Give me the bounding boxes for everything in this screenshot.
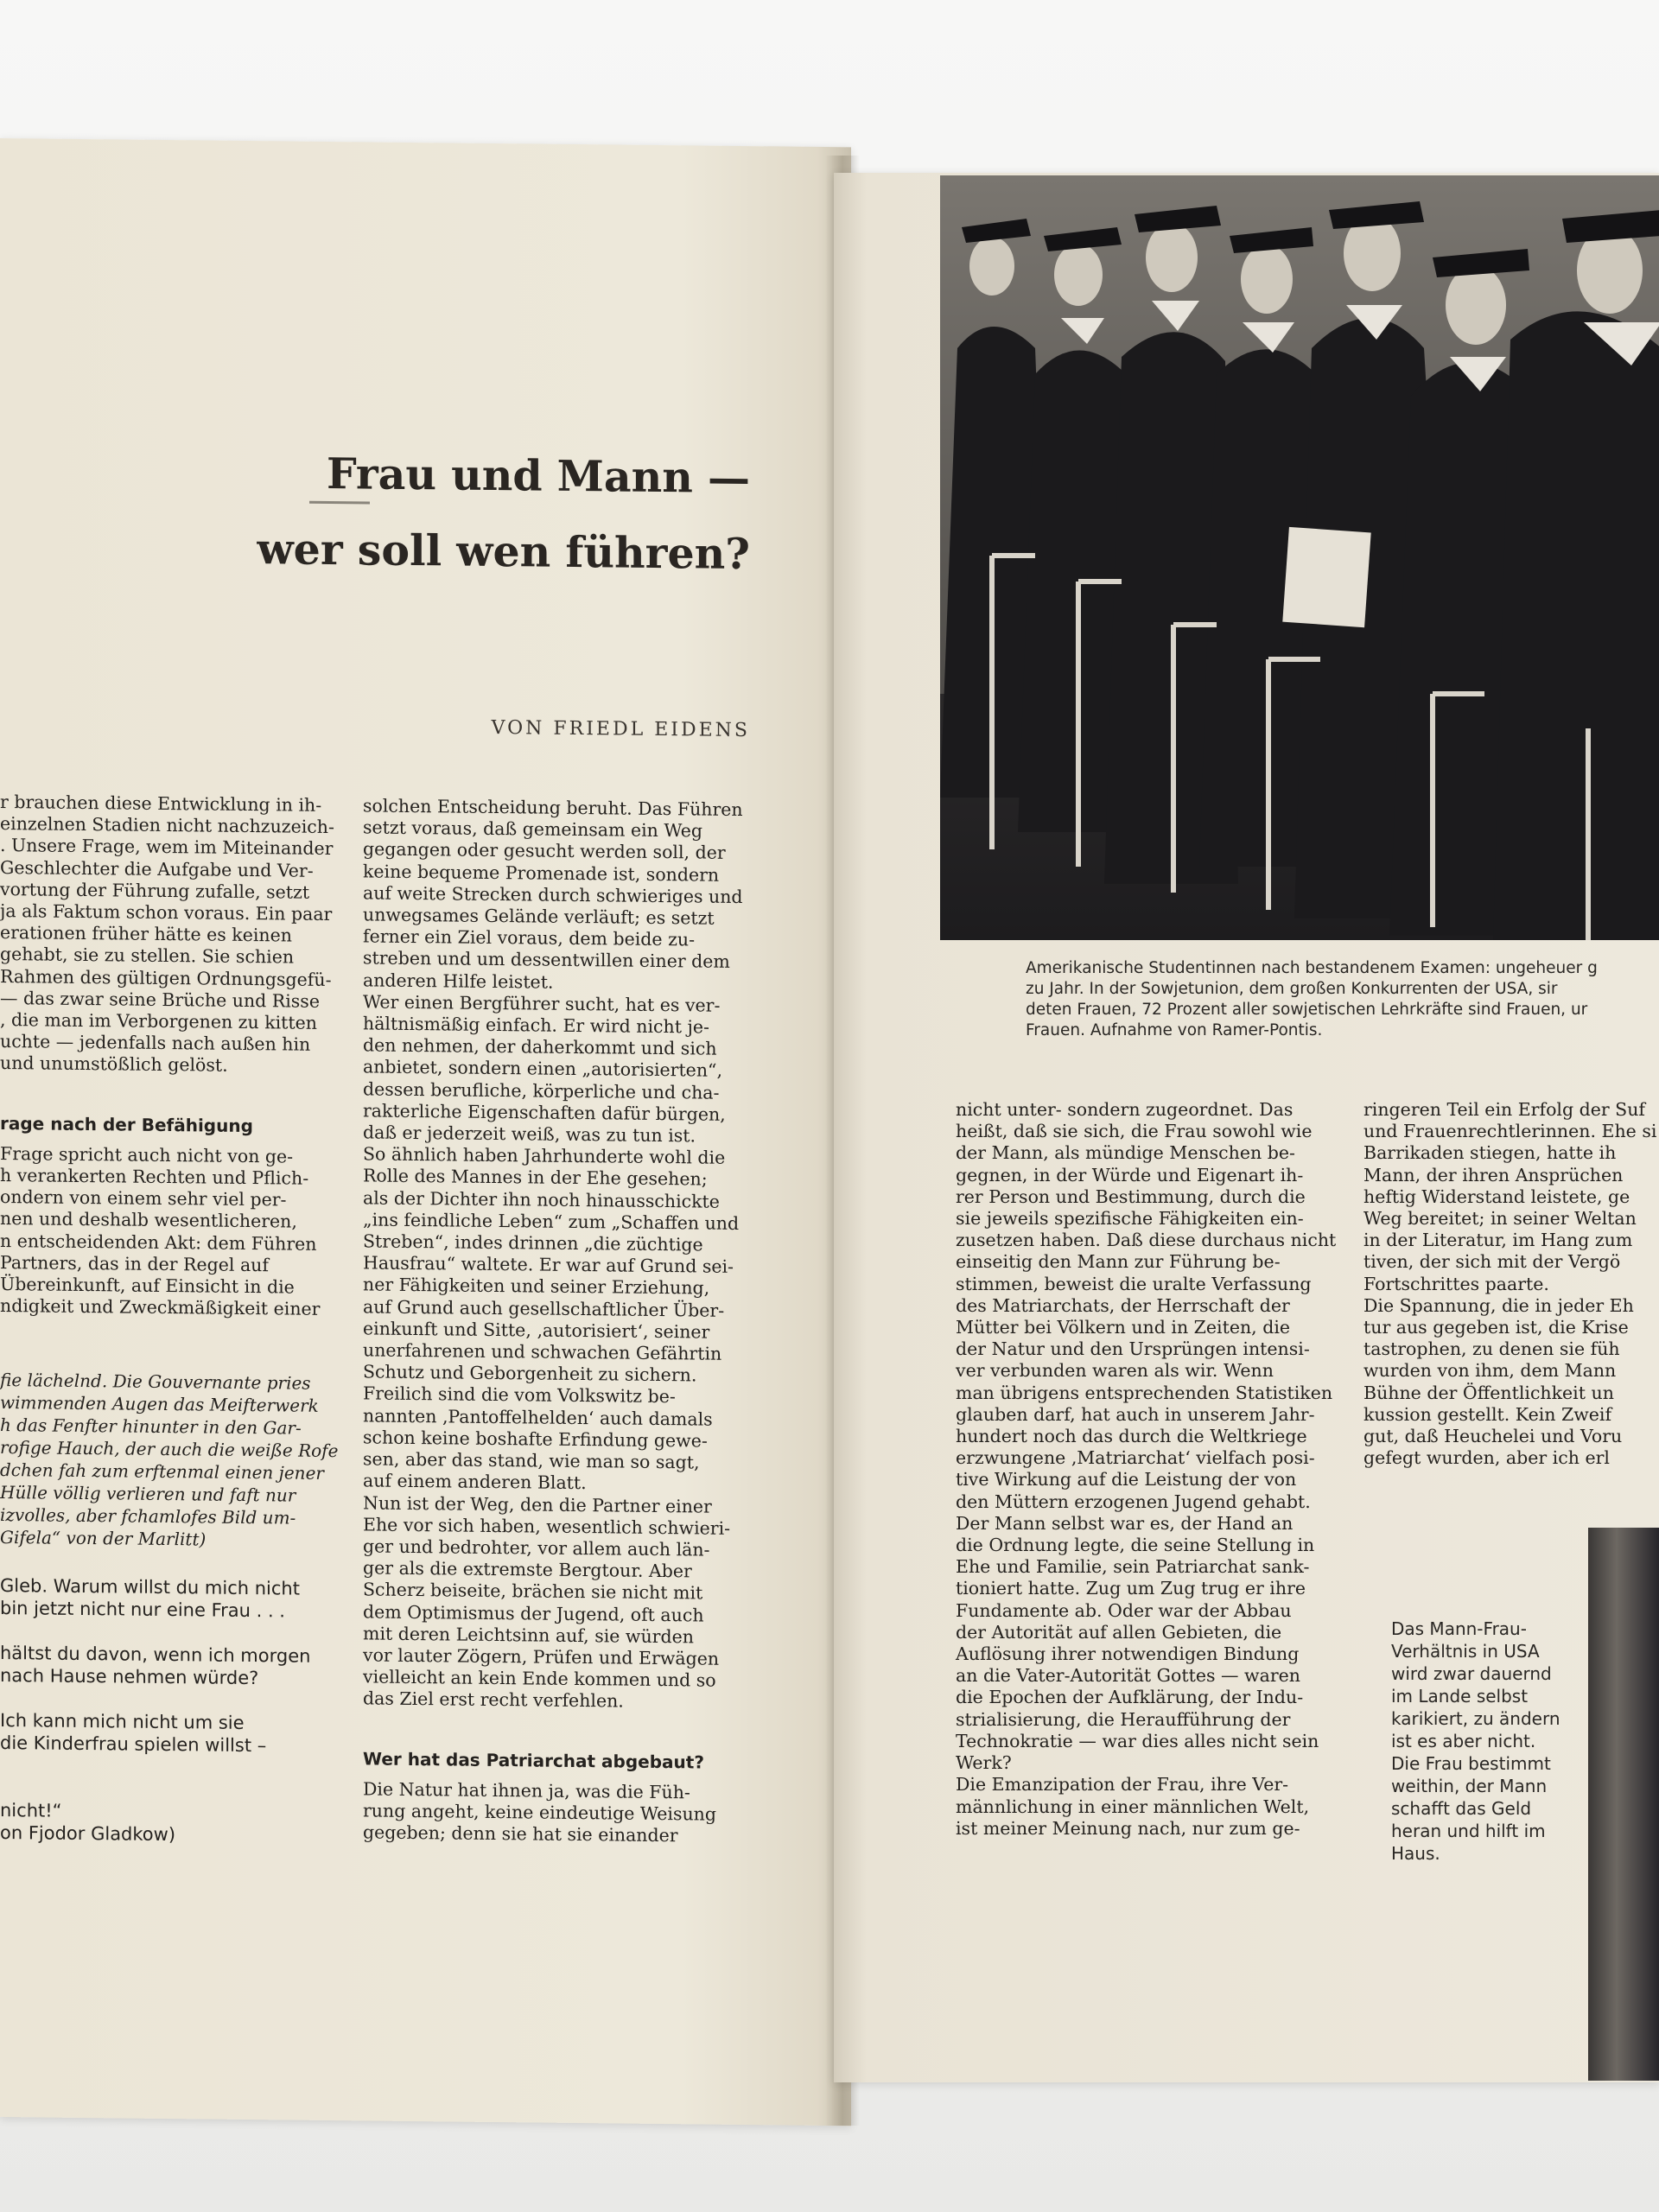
text-line: zu Jahr. In der Sowjetunion, dem großen Konkurrenten der USA, sir — [1026, 980, 1558, 998]
text-line: strialisierung, die Heraufführung der — [956, 1708, 1291, 1730]
text-line: rofige Hauch, der auch die weiße Rofe — [0, 1437, 339, 1462]
text-line: karikiert, zu ändern — [1391, 1708, 1560, 1729]
text-line: dchen fah zum erftenmal einen jener — [0, 1459, 324, 1484]
text-line: tioniert hatte. Zug um Zug trug er ihre — [956, 1578, 1306, 1599]
text-line: streben und um dessentwillen einer dem — [363, 947, 730, 973]
text-line: ringeren Teil ein Erfolg der Suf — [1363, 1099, 1646, 1120]
title-line-1: Frau und Mann — — [326, 448, 750, 504]
text-line: tive Wirkung auf die Leistung der von — [956, 1469, 1297, 1491]
text-line: solchen Entscheidung beruht. Das Führen — [363, 795, 743, 821]
text-line: auf einem anderen Blatt. — [363, 1470, 587, 1494]
text-line: bin jetzt nicht nur eine Frau . . . — [0, 1598, 285, 1622]
spacer — [0, 1343, 338, 1372]
section-heading: rage nach der Befähigung — [0, 1112, 253, 1136]
text-line: schafft das Geld — [1391, 1798, 1532, 1819]
text-line: Hülle völlig verlieren und faft nur — [0, 1482, 296, 1507]
section-heading: Wer hat das Patriarchat abgebaut? — [363, 1747, 704, 1773]
photo-caption — [1026, 958, 1598, 1041]
text-line: die Epochen der Aufklärung, der Indu- — [956, 1687, 1304, 1708]
text-line: Amerikanische Studentinnen nach bestandenem Examen: ungeheuer g — [1026, 959, 1598, 977]
text-line: nannten ‚Pantoffelhelden‘ auch damals — [363, 1405, 713, 1430]
spacer — [363, 1710, 743, 1740]
text-line: Die Natur hat ihnen ja, was die Füh- — [363, 1778, 690, 1803]
text-line: auf Grund auch gesellschaftlicher Über- — [363, 1296, 725, 1321]
text-line: glauben darf, hat auch in unserem Jahr- — [956, 1403, 1315, 1425]
text-line: Der Mann selbst war es, der Hand an — [956, 1512, 1294, 1534]
text-line: Frauen. Aufnahme von Ramer-Pontis. — [1026, 1021, 1323, 1039]
text-line: ferner ein Ziel voraus, dem beide zu- — [363, 925, 696, 950]
byline: VON FRIEDL EIDENS — [491, 716, 750, 742]
text-line: Scherz beiseite, brächen sie nicht mit — [363, 1579, 703, 1604]
text-line: Rahmen des gültigen Ordnungsgefü- — [0, 965, 332, 990]
text-line: anderen Hilfe leistet. — [363, 969, 554, 993]
text-line: on Fjodor Gladkow) — [0, 1822, 176, 1846]
text-line: auf weite Strecken durch schwieriges und — [363, 882, 743, 907]
text-line: hältnismäßig einfach. Er wird nicht je- — [363, 1013, 709, 1038]
text-line: erzwungene ‚Matriarchat‘ vielfach posi- — [956, 1447, 1315, 1469]
text-line: Schutz und Geborgenheit zu sichern. — [363, 1361, 697, 1386]
text-line: wurden von ihm, dem Mann — [1363, 1360, 1617, 1382]
text-line: Wer einen Bergführer sucht, hat es ver- — [363, 991, 721, 1016]
graduates-photo-illustration — [940, 175, 1659, 940]
text-line: in der Literatur, im Hang zum — [1363, 1230, 1633, 1251]
text-line: hältst du davon, wenn ich morgen — [0, 1643, 311, 1668]
text-line: So ähnlich haben Jahrhunderte wohl die — [363, 1143, 726, 1169]
text-line: hundert noch das durch die Weltkriege — [956, 1426, 1307, 1447]
text-line: Mütter bei Völkern und in Zeiten, die — [956, 1317, 1291, 1338]
text-line: den Müttern erzogenen Jugend gehabt. — [956, 1491, 1311, 1512]
text-line: ndigkeit und Zweckmäßigkeit einer — [0, 1295, 321, 1320]
spacer — [0, 1075, 338, 1104]
text-line: an die Vater-Autorität Gottes — waren — [956, 1665, 1300, 1687]
left-column-1 — [0, 791, 338, 1848]
sidebar-note — [1391, 1618, 1560, 1865]
text-line: das Ziel erst recht verfehlen. — [363, 1688, 624, 1712]
text-line: ver verbunden waren als wir. Wenn — [956, 1360, 1274, 1382]
text-line: den nehmen, der daherkommt und sich — [363, 1034, 717, 1059]
article-title — [257, 435, 751, 592]
text-line: ger als die extremste Bergtour. Aber — [363, 1557, 692, 1582]
text-line: wimmenden Augen das Meifterwerk — [0, 1392, 319, 1417]
text-line: keine bequeme Promenade ist, sondern — [363, 861, 720, 886]
side-photo — [1588, 1528, 1659, 2081]
text-line: rung angeht, keine eindeutige Weisung — [363, 1800, 717, 1825]
text-line: und unumstößlich gelöst. — [0, 1052, 228, 1077]
text-line: Die Spannung, die in jeder Eh — [1363, 1294, 1634, 1316]
title-line-2: wer soll wen führen? — [257, 524, 750, 580]
text-line: dessen berufliche, körperliche und cha- — [363, 1078, 720, 1103]
left-page — [0, 138, 851, 2126]
text-line: Gifela“ von der Marlitt) — [0, 1527, 207, 1550]
text-line: „ins feindliche Leben“ zum „Schaffen und — [363, 1209, 740, 1234]
text-line: , die man im Verborgenen zu kitten — [0, 1009, 317, 1033]
text-line: Nun ist der Weg, den die Partner einer — [363, 1491, 712, 1517]
text-line: im Lande selbst — [1391, 1686, 1529, 1707]
text-line: nach Hause nehmen würde? — [0, 1665, 259, 1689]
text-line: einkunft und Sitte, ‚autorisiert‘, seiner — [363, 1318, 710, 1343]
text-line: wird zwar dauernd — [1391, 1663, 1552, 1684]
text-line: ist meiner Meinung nach, nur zum ge- — [956, 1817, 1300, 1839]
text-line: Ich kann mich nicht um sie — [0, 1710, 245, 1734]
right-column-2 — [1363, 1099, 1656, 1469]
text-line: gegnen, in der Würde und Eigenart ih- — [956, 1164, 1304, 1185]
spacer — [0, 1548, 338, 1578]
text-line: stimmen, beweist die uralte Verfassung — [956, 1273, 1312, 1294]
text-line: Partners, das in der Regel auf — [0, 1251, 269, 1276]
text-line: setzt voraus, daß gemeinsam ein Weg — [363, 817, 703, 842]
text-line: r brauchen diese Entwicklung in ih- — [0, 791, 322, 816]
text-line: Rolle des Mannes in der Ehe gesehen; — [363, 1165, 708, 1191]
text-line: unwegsames Gelände verläuft; es setzt — [363, 904, 715, 929]
text-line: Hausfrau“ waltete. Er war auf Grund sei- — [363, 1252, 734, 1278]
text-line: männlichung in einer männlichen Welt, — [956, 1796, 1310, 1817]
spacer — [0, 1317, 338, 1346]
text-line: tur aus gegeben ist, die Krise — [1363, 1317, 1629, 1338]
text-line: Ehe vor sich haben, wesentlich schwieri- — [363, 1514, 731, 1539]
text-line: Fundamente ab. Oder war der Abbau — [956, 1599, 1292, 1621]
text-line: rakterliche Eigenschaften dafür bürgen, — [363, 1100, 726, 1125]
text-line: Das Mann-Frau- — [1391, 1618, 1527, 1639]
text-line: nicht!“ — [0, 1800, 62, 1822]
graduates-photo — [940, 175, 1659, 940]
text-line: heran und hilft im — [1391, 1821, 1546, 1841]
text-line: ondern von einem sehr viel per- — [0, 1186, 287, 1211]
text-line: und Frauenrechtlerinnen. Ehe si — [1363, 1121, 1657, 1142]
left-column-2 — [363, 795, 743, 1847]
text-line: . Unsere Frage, wem im Miteinander — [0, 835, 334, 860]
text-line: Freilich sind die vom Volkswitz be- — [363, 1382, 676, 1408]
text-line: sen, aber das stand, wie man so sagt, — [363, 1448, 700, 1473]
text-line: deten Frauen, 72 Prozent aller sowjetischen Lehrkräfte sind Frauen, ur — [1026, 1001, 1588, 1019]
text-line: ner Fähigkeiten und seiner Erziehung, — [363, 1274, 710, 1300]
text-line: tastrophen, zu denen sie füh — [1363, 1338, 1620, 1360]
text-line — [0, 1687, 338, 1713]
text-line: des Matriarchats, der Herrschaft der — [956, 1294, 1290, 1316]
text-line: der Mann, als mündige Menschen be- — [956, 1142, 1295, 1164]
text-line: einseitig den Mann zur Führung be- — [956, 1251, 1281, 1273]
text-line: Streben“, indes drinnen „die züchtige — [363, 1230, 703, 1255]
text-line: weithin, der Mann — [1391, 1776, 1548, 1796]
text-line: Auflösung ihrer notwendigen Bindung — [956, 1643, 1300, 1665]
text-line: ja als Faktum schon voraus. Ein paar — [0, 900, 333, 925]
text-line: der Autorität auf allen Gebieten, die — [956, 1621, 1282, 1643]
text-line: izvolles, aber fchamlofes Bild um- — [0, 1504, 296, 1529]
text-line: — das zwar seine Brüche und Risse — [0, 987, 320, 1012]
text-line: gut, daß Heuchelei und Voru — [1363, 1426, 1623, 1447]
text-line: uchte — jedenfalls nach außen hin — [0, 1031, 311, 1055]
text-line — [0, 1754, 338, 1780]
text-line: h verankerten Rechten und Pflich- — [0, 1165, 309, 1189]
text-line: heißt, daß sie sich, die Frau sowohl wie — [956, 1121, 1313, 1142]
text-line: ger und bedrohter, vor allem auch län- — [363, 1535, 710, 1560]
text-line: Die Frau bestimmt — [1391, 1753, 1551, 1774]
text-line: vortung der Führung zufalle, setzt — [0, 878, 310, 903]
text-line: anbietet, sondern einen „autorisierten“, — [363, 1056, 723, 1082]
text-line: h das Fenfter hinunter in den Gar- — [0, 1414, 302, 1440]
text-line: Die Emanzipation der Frau, ihre Ver- — [956, 1774, 1289, 1796]
text-line: Verhältnis in USA — [1391, 1641, 1540, 1662]
text-line: unerfahrenen und schwachen Gefährtin — [363, 1339, 722, 1364]
text-line: n entscheidenden Akt: dem Führen — [0, 1230, 317, 1255]
text-line: Geschlechter die Aufgabe und Ver- — [0, 856, 314, 881]
text-line: der Natur und den Ursprüngen intensi- — [956, 1338, 1310, 1360]
text-line: vor lauter Zögern, Prüfen und Erwägen — [363, 1644, 720, 1669]
text-line: Gleb. Warum willst du mich nicht — [0, 1575, 300, 1600]
text-line: mit deren Leichtsinn auf, sie würden — [363, 1623, 694, 1648]
text-line: tiven, der sich mit der Vergö — [1363, 1251, 1621, 1273]
text-line: ist es aber nicht. — [1391, 1731, 1536, 1751]
text-line: Mann, der ihren Ansprüchen — [1363, 1164, 1624, 1185]
text-line: vielleicht an kein Ende kommen und so — [363, 1666, 716, 1691]
text-line — [0, 1619, 338, 1645]
text-line: fie lächelnd. Die Gouvernante pries — [0, 1370, 311, 1395]
text-line: erationen früher hätte es keinen — [0, 922, 292, 946]
right-column-1 — [956, 1099, 1336, 1840]
text-line: dem Optimismus der Jugend, oft auch — [363, 1600, 704, 1626]
text-line: Technokratie — war dies alles nicht sein — [956, 1730, 1319, 1751]
text-line: die Ordnung legte, die seine Stellung in — [956, 1535, 1315, 1556]
text-line: daß er jederzeit weiß, was zu tun ist. — [363, 1122, 696, 1147]
text-line: Übereinkunft, auf Einsicht in die — [0, 1274, 295, 1298]
text-line: zusetzen haben. Daß diese durchaus nicht — [956, 1230, 1337, 1251]
text-line: gegangen oder gesucht werden soll, der — [363, 838, 726, 864]
text-line: Bühne der Öffentlichkeit un — [1363, 1382, 1614, 1403]
text-line: rer Person und Bestimmung, durch die — [956, 1185, 1306, 1207]
text-line: schon keine boshafte Erfindung gewe- — [363, 1427, 708, 1452]
text-line: Weg bereitet; in seiner Weltan — [1363, 1208, 1637, 1230]
text-line: Werk? — [956, 1752, 1012, 1774]
text-line: einzelnen Stadien nicht nachzuzeich- — [0, 813, 334, 838]
text-line: nicht unter- sondern zugeordnet. Das — [956, 1099, 1294, 1120]
text-line: kussion gestellt. Kein Zweif — [1363, 1403, 1612, 1425]
text-line: gegeben; denn sie hat sie einander — [363, 1821, 678, 1847]
text-line: nen und deshalb wesentlicheren, — [0, 1208, 297, 1233]
text-line: Barrikaden stiegen, hatte ih — [1363, 1142, 1617, 1164]
text-line: die Kinderfrau spielen willst – — [0, 1732, 267, 1757]
text-line: als der Dichter ihn noch hinausschickte — [363, 1187, 720, 1212]
text-line: sie jeweils spezifische Fähigkeiten ein- — [956, 1208, 1304, 1230]
text-line: Fortschrittes paarte. — [1363, 1273, 1549, 1294]
text-line: Frage spricht auch nicht von ge- — [0, 1142, 294, 1167]
text-line: Ehe und Familie, sein Patriarchat sank- — [956, 1556, 1310, 1578]
text-line: man übrigens entsprechenden Statistiken — [956, 1382, 1333, 1403]
text-line: Haus. — [1391, 1843, 1440, 1864]
text-line: gehabt, sie zu stellen. Sie schien — [0, 944, 295, 968]
text-line: gefegt wurden, aber ich erl — [1363, 1447, 1610, 1469]
text-line — [0, 1777, 338, 1802]
text-line: heftig Widerstand leistete, ge — [1363, 1185, 1630, 1207]
